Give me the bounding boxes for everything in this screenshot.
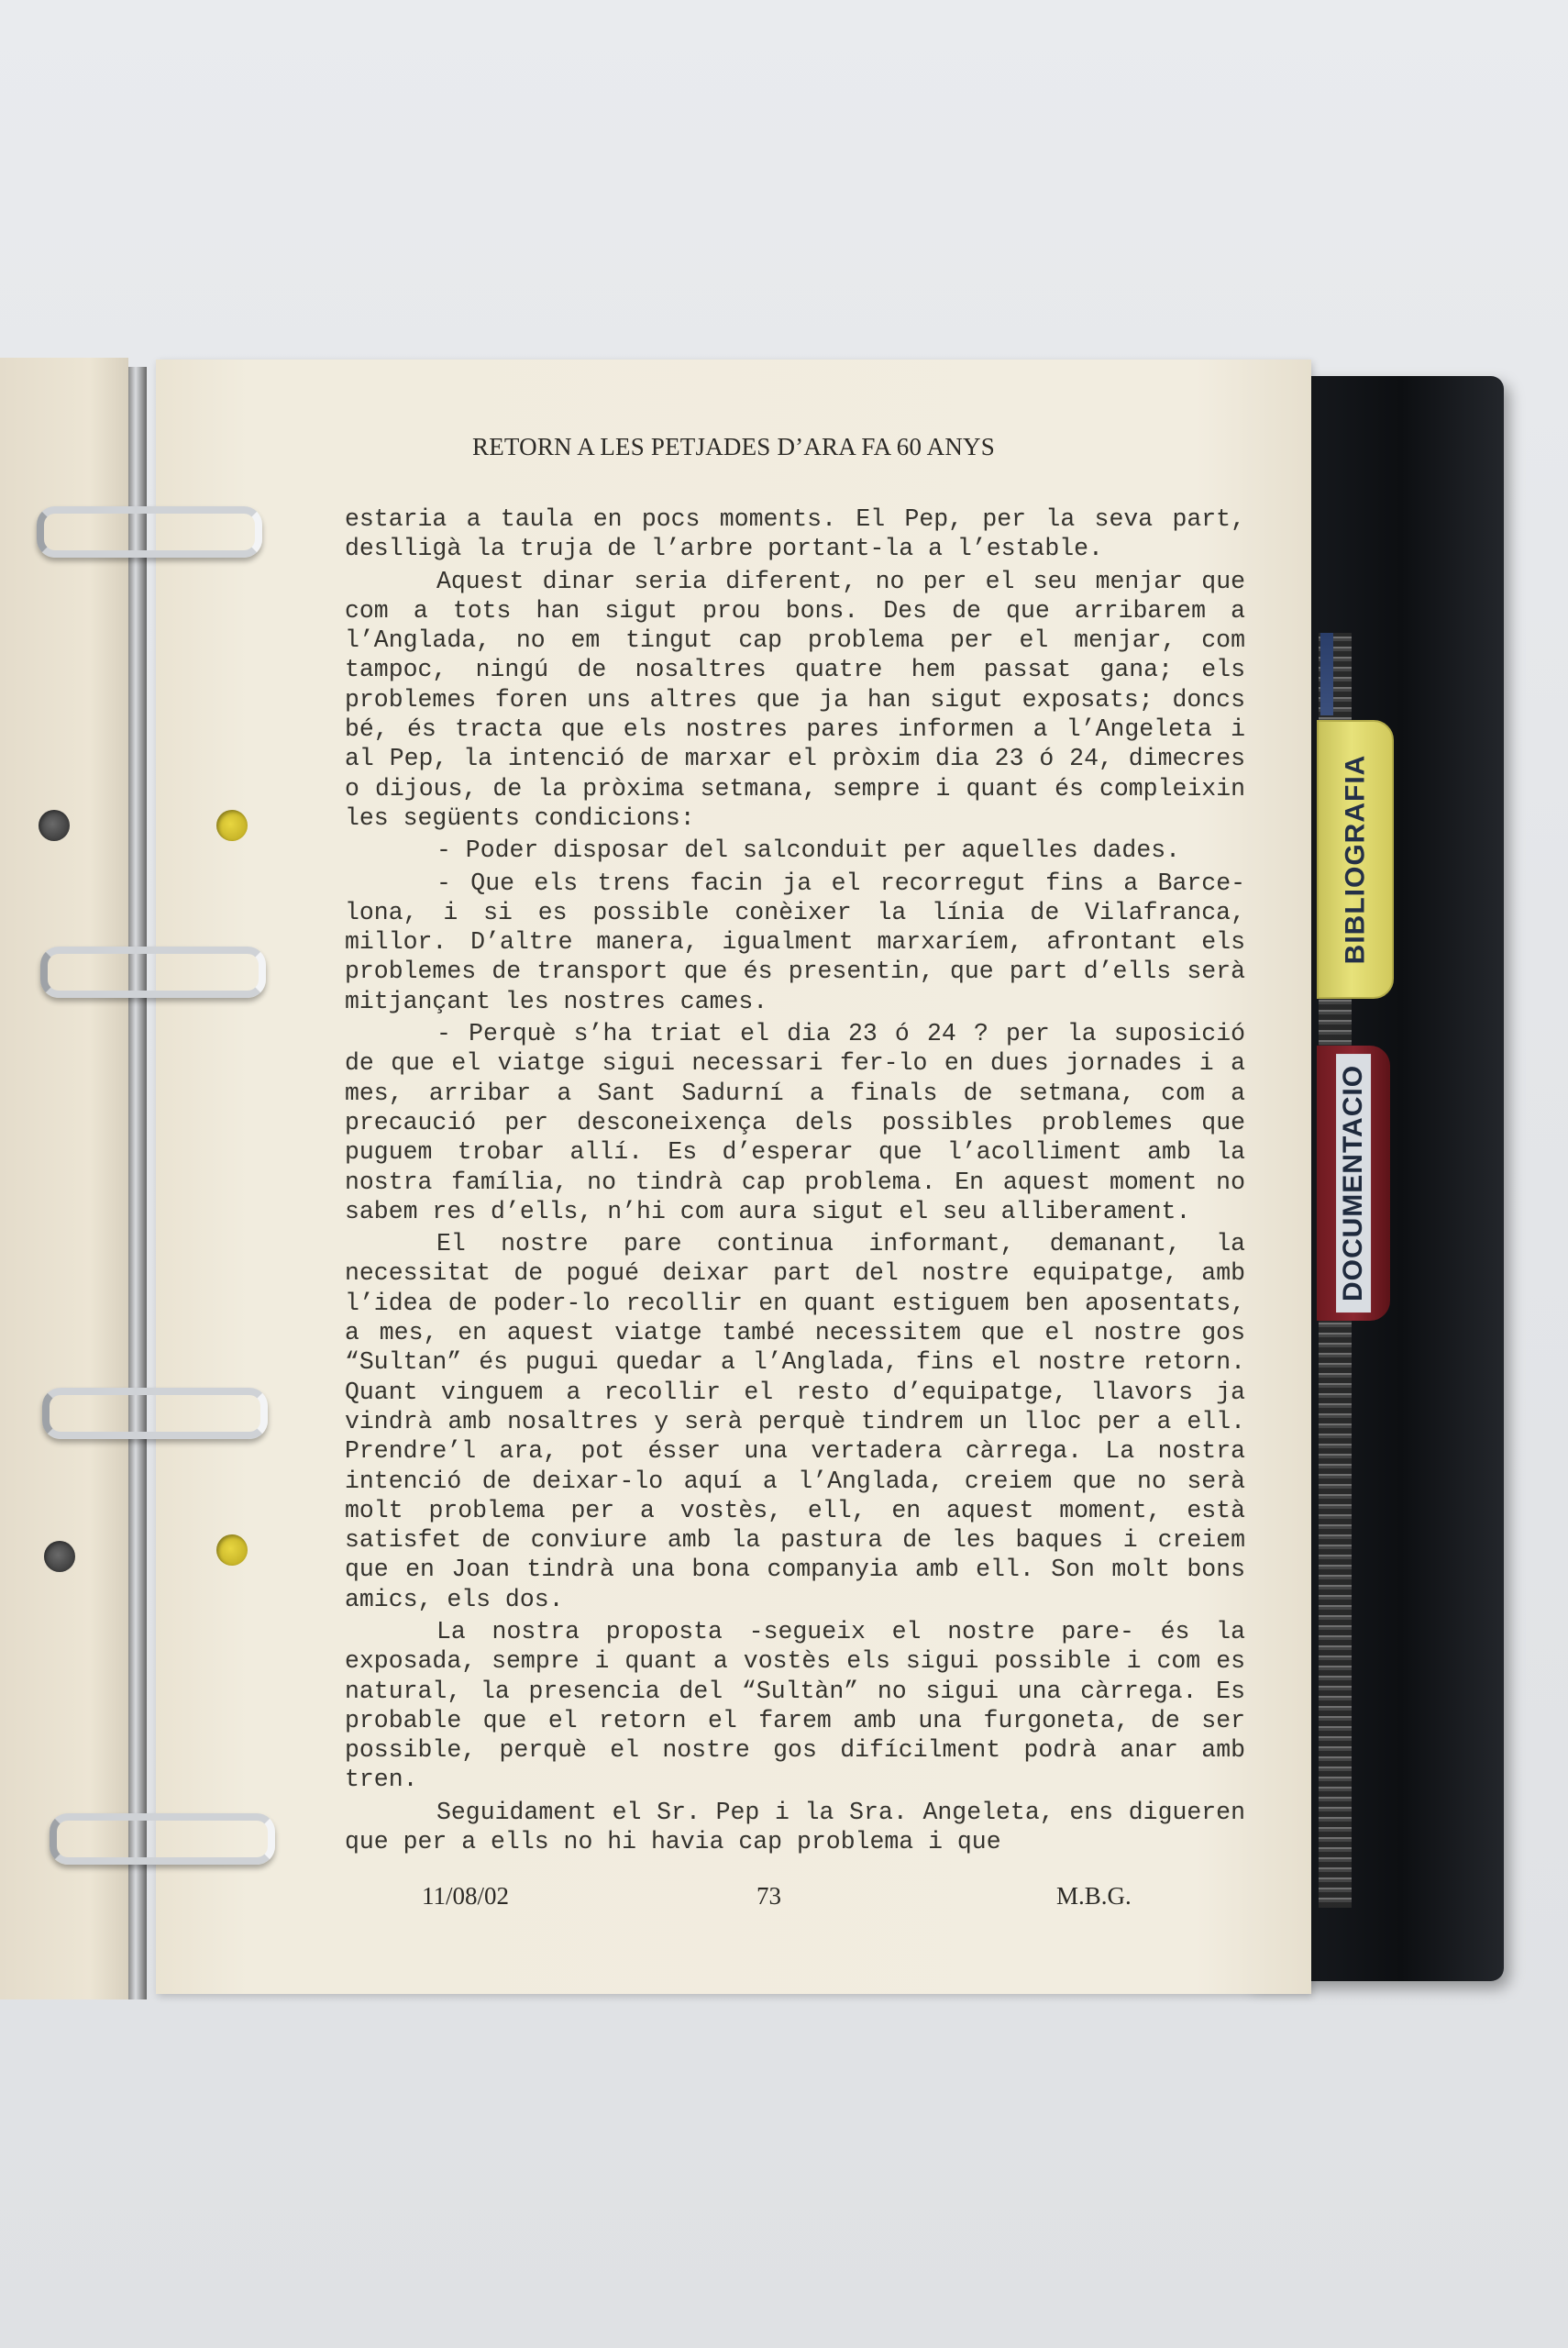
document-page <box>156 360 1311 1994</box>
paragraph: El nostre pare continua informant, demanant, la necessitat de pogué deixar part del nostre equipatge, amb l’idea de poder-lo recollir en quant estiguem ben aposentats, a mes, en aquest viatge també necessitem que el nostre gos “Sultan” és pugui quedar a l’Anglada, fins el nostre retorn. Quant vinguem a recollir el resto d’equipatge, llavors ja vindrà amb nosaltres y serà perquè tindrem un lloc per a ell. Prendre’l ara, pot ésser una vertadera càrrega. La nostra intenció de deixar-lo aquí a l’Anglada, creiem que no serà molt problema per a vostès, ell, en aquest moment, està satisfet de conviure amb la pastura de les baques i creiem que en Joan tindrà una bona companyia amb ell. Son molt bons amics, els dos. <box>345 1230 1245 1613</box>
binder-ring <box>40 947 266 998</box>
inserted-sheet-edge <box>1320 633 1333 715</box>
paragraph: Aquest dinar seria diferent, no per el seu menjar que com a tots han sigut prou bons. Des de que arribarem a l’Anglada, no em tingut cap problema per el menjar, com tampoc, ningú de nosaltres quatre hem passat gana; els problemes foren uns altres que ja han sigut exposats; doncs bé, és tracta que els nostres pares informen a l’Angeleta i al Pep, la intenció de marxar el pròxim dia 23 ó 24, dimecres o dijous, de la pròxima setmana, sempre i quant és compleixin les següents condicions: <box>345 567 1245 832</box>
paragraph: - Poder disposar del salconduit per aquelles dades. <box>436 836 1181 865</box>
paragraph: - Perquè s’ha triat el dia 23 ó 24 ? per la suposició de que el viatge sigui necessari fer-lo en dues jornades i a mes, arribar a Sant Sadurní a finals de setmana, com a precaució per desconeixença dels possibles problemes que puguem trobar allí. Es d’esperar que l’acolliment amb la nostra família, no tindrà cap problema. En aquest moment no sabem res d’ells, n’hi com aura sigut el seu alliberament. <box>345 1020 1245 1225</box>
punch-hole <box>216 1534 248 1566</box>
page-body <box>345 504 1245 1856</box>
punch-hole <box>39 810 70 841</box>
footer-date: 11/08/02 <box>422 1882 510 1910</box>
tab-documentacio-label: DOCUMENTACIO <box>1336 1054 1371 1312</box>
tab-bibliografia-label: BIBLIOGRAFIA <box>1340 754 1370 965</box>
paragraph: estaria a taula en pocs moments. El Pep, per la seva part, deslligà la truja de l’arbre portant-la a l’estable. <box>345 505 1245 563</box>
binder-ring <box>42 1388 268 1439</box>
tab-documentacio[interactable] <box>1317 1046 1390 1321</box>
paragraph: La nostra proposta -segueix el nostre pare- és la exposada, sempre i quant a vostès els sigui possible i com es natural, la presencia del “Sultàn” no sigui una càrrega. Es probable que el retorn el farem amb una furgoneta, de ser possible, perquè el nostre gos difícilment podrà anar amb tren. <box>345 1617 1245 1794</box>
binder-ring <box>37 506 262 558</box>
punch-hole <box>216 810 248 841</box>
footer-author: M.B.G. <box>1056 1882 1132 1910</box>
footer-page-number: 73 <box>756 1882 781 1910</box>
page-header: RETORN A LES PETJADES D’ARA FA 60 ANYS <box>472 433 995 460</box>
left-page <box>0 358 128 1999</box>
paragraph: - Que els trens facin ja el recorregut fins a Barce- lona, i si es possible conèixer la línia de Vilafranca, millor. D’altre manera, igualment marxaríem, afrontant els problemes de transport que és presentin, que part d’ells serà mitjançant les nostres cames. <box>345 869 1245 1015</box>
tab-bibliografia[interactable] <box>1317 720 1394 999</box>
paragraph: Seguidament el Sr. Pep i la Sra. Angeleta, ens digueren que per a ells no hi havia cap problema i que <box>345 1798 1245 1856</box>
binder-spine <box>128 367 147 1999</box>
binder-ring <box>50 1813 275 1865</box>
punch-hole <box>44 1541 75 1572</box>
